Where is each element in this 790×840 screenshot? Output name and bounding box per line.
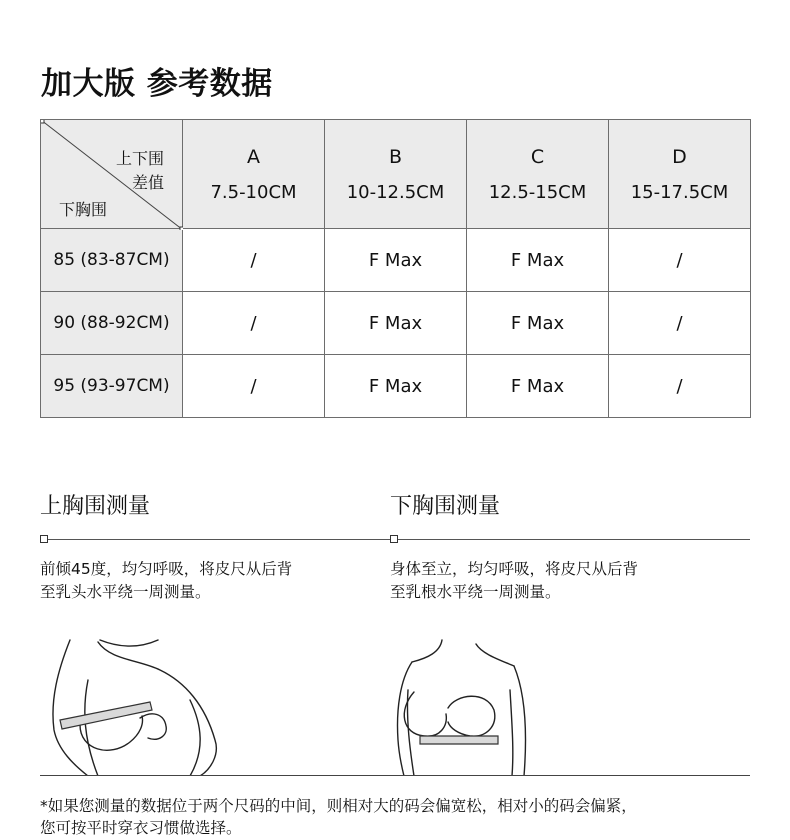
lower-desc-line-2: 至乳根水平绕一周测量。: [390, 583, 561, 601]
table-cell: F Max: [325, 355, 467, 418]
table-header-row: [41, 120, 751, 229]
table-cell: /: [183, 355, 325, 418]
lower-rule-marker: [390, 535, 398, 543]
table-cell: F Max: [325, 292, 467, 355]
table-cell: /: [609, 292, 751, 355]
under-bust-title: 下胸围测量: [390, 494, 501, 519]
column-range: 7.5-10CM: [210, 181, 297, 203]
measuring-tape-under: [420, 736, 498, 744]
row-label: 90 (88-92CM): [41, 292, 183, 355]
under-bust-description: [390, 558, 710, 604]
lower-section-rule: [393, 539, 750, 540]
table-row: [41, 292, 751, 355]
column-range: 10-12.5CM: [346, 181, 445, 203]
column-letter: C: [530, 145, 545, 168]
row-label: 85 (83-87CM): [41, 229, 183, 292]
table-cell: F Max: [325, 229, 467, 292]
bottom-divider: [40, 775, 750, 776]
upper-bust-title: 上胸围测量: [40, 494, 151, 519]
column-letter: A: [247, 145, 260, 168]
footnote-line-2: 您可按平时穿衣习惯做选择。: [40, 819, 242, 837]
corner-label-top: 上下围: [115, 149, 164, 168]
upper-section-rule: [43, 539, 390, 540]
table-cell: /: [183, 292, 325, 355]
footnote-line-1: *如果您测量的数据位于两个尺码的中间，则相对大的码会偏宽松，相对小的码会偏紧，: [40, 797, 637, 815]
size-footnote: [40, 795, 760, 839]
upper-bust-description: [40, 558, 360, 604]
under-bust-illustration: [390, 630, 720, 776]
size-reference-table: [40, 119, 751, 418]
table-cell: F Max: [467, 355, 609, 418]
column-header-b: [325, 120, 467, 229]
table-row: [41, 355, 751, 418]
upper-desc-line-1: 前倾45度，均匀呼吸，将皮尺从后背: [40, 560, 293, 578]
column-header-d: [609, 120, 751, 229]
corner-label-diff: 差值: [131, 173, 164, 192]
table-cell: /: [609, 355, 751, 418]
column-range: 12.5-15CM: [488, 181, 587, 203]
upper-bust-illustration: [40, 630, 370, 776]
row-label: 95 (93-97CM): [41, 355, 183, 418]
table-cell: F Max: [467, 229, 609, 292]
column-letter: D: [672, 145, 687, 168]
measuring-tape-upper: [60, 702, 152, 729]
page-title: 加大版 参考数据: [41, 66, 273, 102]
table-cell: /: [183, 229, 325, 292]
corner-label-underbust: 下胸围: [59, 200, 108, 219]
upper-rule-marker: [40, 535, 48, 543]
table-cell: /: [609, 229, 751, 292]
lower-desc-line-1: 身体至立，均匀呼吸，将皮尺从后背: [390, 560, 639, 578]
table-cell: F Max: [467, 292, 609, 355]
column-header-a: [183, 120, 325, 229]
upper-desc-line-2: 至乳头水平绕一周测量。: [40, 583, 211, 601]
column-letter: B: [388, 145, 403, 168]
column-header-c: [467, 120, 609, 229]
column-range: 15-17.5CM: [630, 181, 729, 203]
table-corner-cell: [41, 120, 183, 229]
table-row: [41, 229, 751, 292]
